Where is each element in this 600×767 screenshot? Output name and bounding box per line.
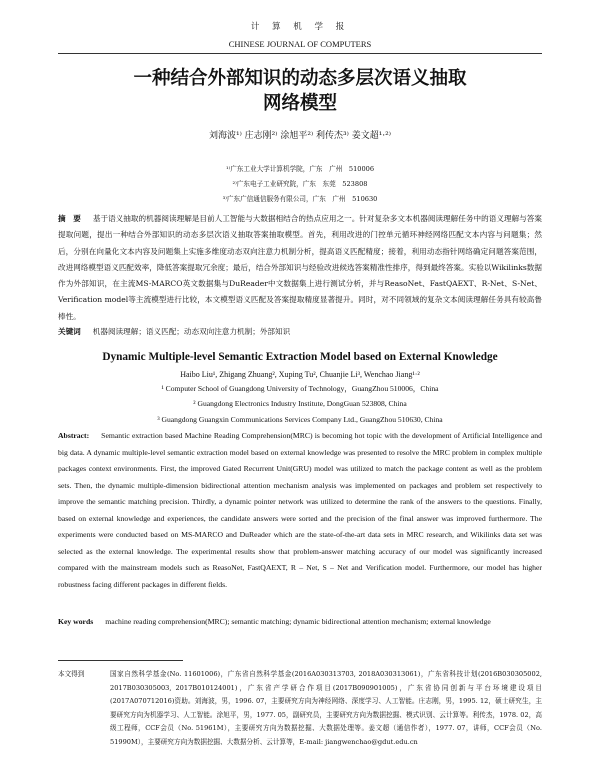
authors-cn: 刘海波¹⁾ 庄志刚²⁾ 涂旭平²⁾ 利传杰³⁾ 姜文超¹·²⁾ [208,131,391,141]
header-rule [58,53,542,54]
affiliation-en-2: ² Guangdong Electronics Industry Institute, DongGuan 523808, China [193,399,407,408]
affiliation-en-1: ¹ Computer School of Guangdong University of Technology，GuangZhou 510006，China [161,384,439,393]
journal-name-cn: 计 算 机 学 报 [250,22,350,32]
keywords-en [58,614,542,631]
footnote-text: 国家自然科学基金(No. 11601006)，广东省自然科学基金(2016A030313703, 2018A030313061)，广东省科技计划(2016B030305002, 2017B030305003, 2017B010124001)，广东省产学研合作项目(2017B090901005)，广东省协同创新与平台环境建设项目(2017A070712016)资助。刘海波，男，1996. 07，主要研究方向为神经网络、深度学习、人工智能。庄志刚，男，1995. 12，硕士研究生，主要研究方向为机器学习、人工智能。涂旭平，男，1977. 05，副研究员，主要研究方向为数据挖掘、模式识别、云计算等。利传杰，1978. 02，高级工程师，CCF会员（No. 51961M），主要研究方向为数据挖掘、大数据处理等。姜文超（通信作者），1977. 07，讲师，CCF会员（No. 51990M），主要研究方向为数据挖掘、大数据分析、云计算等，E-mail: jiangwenchao@gdut.edu.cn [110,670,542,746]
abstract-cn-text: 基于语义抽取的机器阅读理解是目前人工智能与大数据相结合的热点应用之一。针对复杂多文本机器阅读理解任务中的语义理解与答案提取问题，提出一种结合外部知识的动态多层次语义抽取答案抽取模型。首先，利用改进的门控单元循环神经网络匹配文本内容与问题集；然后，分别在向量化文本内容及问题集上实施多维度动态双向注意力机制分析，提高语义匹配精度；接着，利用动态指针网络确定问题答案范围，改进网络模型语义匹配效率，降低答案提取冗余度；最后，结合外部知识与经验改进候选答案精准性排序，得到最终答案。实验以Wikilinks数据作为外部知识，在主流MS-MARCO英文数据集与DuReader中文数据集上进行测试分析，并与ReasoNet、FastQAEXT、R-Net、S-Net、Verification model等主流模型进行比较，本文模型语义匹配及答案提取精度显著提升。同时，对不同领域的复杂文本阅读理解任务具有较高鲁棒性。 [58,214,542,321]
affiliation-cn-1: ¹⁾广东工业大学计算机学院，广东 广州 510006 [225,165,375,173]
affiliation-cn-3: ³⁾广东广信通信服务有限公司，广东 广州 510630 [222,195,378,203]
title-cn-line-1: 一种结合外部知识的动态多层次语义抽取 [133,68,467,89]
title-cn-line-2: 网络模型 [262,93,337,114]
affiliation-en-3: ³ Guangdong Guangxin Communications Services Company Ltd., GuangZhou 510630, China [157,415,443,424]
abstract-cn-label: 摘 要 [58,214,81,223]
abstract-cn [58,211,542,325]
keywords-cn-text: 机器阅读理解；语义匹配；动态双向注意力机制；外部知识 [92,327,291,336]
footnote-rule [58,660,183,661]
abstract-en-text: Semantic extraction based Machine Reading Comprehension(MRC) is becoming hot topic with the development of Artificial Intelligence and big data. A dynamic multiple-level semantic extraction model based on external knowledge was presented to resolve the MRC problem in complex multiple packages context environments. First, the improved Gated Recurrent Unit(GRU) model was utilized to match the package content as well as the problem sets. Then, the dynamic multiple-dimension bidirectional attention mechanism analysis was implemented on packages and problem set respectively to improve the semantic matching precision. Thirdly, a dynamic pointer network was utilized to determine the rank of the answers to the questions. Finally, based on external knowledge and experiences, the candidate answers were sorted and the precision of the final answer was improved furthermore. The experiments were conducted based on MS-MARCO and DuReader which are the state-of-the-art data sets in MRC research, and Wikilinks data set was selected as the external knowledge. The experimental results show that problem-answer matching accuracy of our model was significantly increased compared with the mainstream models such as ReasoNet, FastQAEXT, R – Net, S – Net and Verification model. Furthermore, our model has higher robustness facing different packages in different fields. [58,431,542,589]
authors-en: Haibo Liu¹, Zhigang Zhuang², Xuping Tu², Chuanjie Li³, Wenchao Jiang¹·² [180,370,420,379]
abstract-en [58,428,542,593]
keywords-en-text: machine reading comprehension(MRC); semantic matching; dynamic bidirectional attention mechanism; external knowledge [105,617,491,626]
affiliation-cn-2: ²⁾广东电子工业研究院，广东 东莞 523808 [232,180,368,188]
journal-name-en: CHINESE JOURNAL OF COMPUTERS [228,39,372,49]
keywords-cn [58,326,542,337]
keywords-cn-label: 关键词 [58,327,81,336]
footnote-label: 本文得到 [58,670,85,678]
keywords-en-label: Key words [58,617,94,626]
title-en: Dynamic Multiple-level Semantic Extraction Model based on External Knowledge [102,351,498,363]
funding-footnote [58,668,542,749]
abstract-en-label: Abstract: [58,431,90,440]
